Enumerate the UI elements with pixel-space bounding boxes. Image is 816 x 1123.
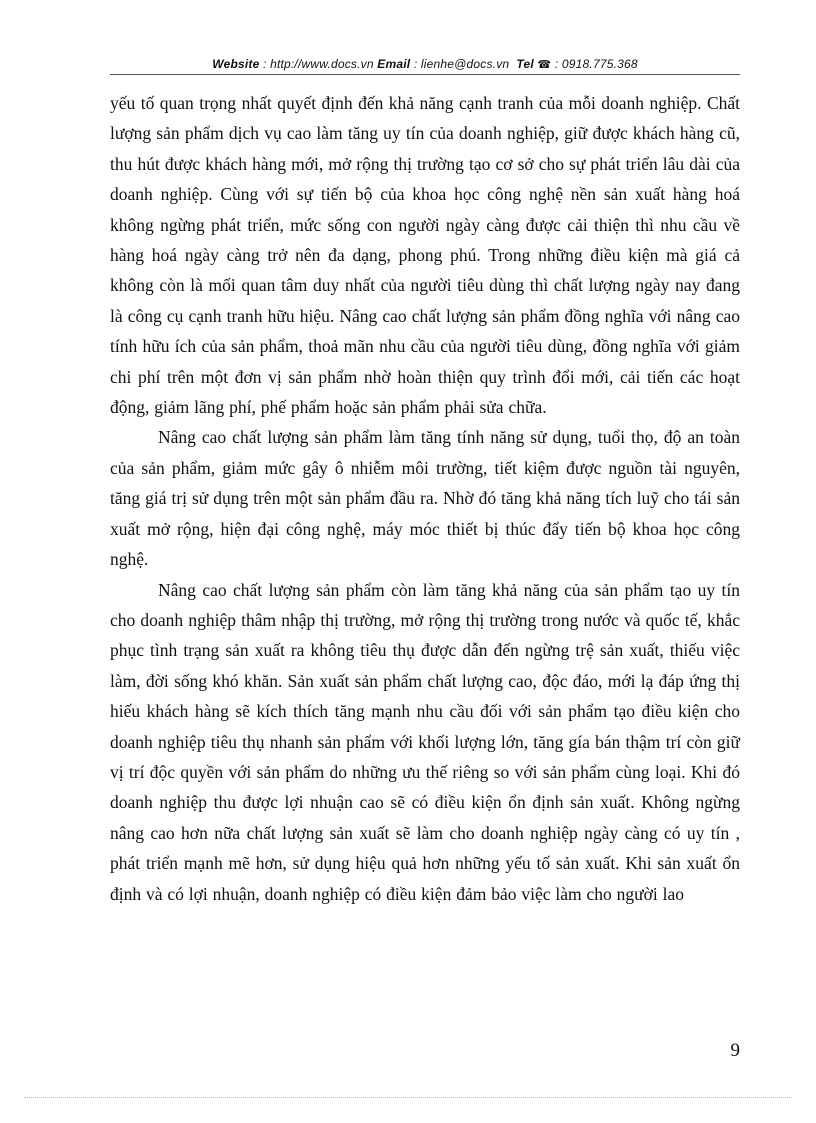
website-separator: : xyxy=(259,57,271,71)
email-address-link[interactable]: lienhe@docs.vn xyxy=(420,57,510,71)
page-header xyxy=(110,57,740,71)
tel-label: Tel xyxy=(516,57,534,71)
website-url-link[interactable]: http://www.docs.vn xyxy=(270,57,374,71)
email-label: Email xyxy=(377,57,411,71)
email-separator: : xyxy=(410,57,421,71)
tel-number: : 0918.775.368 xyxy=(554,57,638,71)
body-paragraph-1: yếu tố quan trọng nhất quyết định đến khả năng cạnh tranh của mỗi doanh nghiệp. Chất lượng sản phẩm dịch vụ cao làm tăng uy tín của doanh nghiệp, giữ được khách hàng cũ, thu hút được khách hàng mới, mở rộng thị trường tạo cơ sở cho sự phát triển lâu dài của doanh nghiệp. Cùng với sự tiến bộ của khoa học công nghệ nền sản xuất hàng hoá không ngừng phát triển, mức sống con người ngày càng được cải thiện thì nhu cầu về hàng hoá ngày càng trở nên đa dạng, phong phú. Trong những điều kiện mà giá cả không còn là mối quan tâm duy nhất của người tiêu dùng thì chất lượng ngày nay đang là công cụ cạnh tranh hữu hiệu. Nâng cao chất lượng sản phẩm đồng nghĩa với nâng cao tính hữu ích của sản phẩm, thoả mãn nhu cầu của người tiêu dùng, đồng nghĩa với giảm chi phí trên một đơn vị sản phẩm nhờ hoàn thiện quy trình đổi mới, cải tiến các hoạt động, giảm lãng phí, phế phẩm hoặc sản phẩm phải sửa chữa. xyxy=(110,93,740,418)
phone-icon: ☎ xyxy=(537,59,552,71)
body-paragraph-2: Nâng cao chất lượng sản phẩm làm tăng tính năng sử dụng, tuổi thọ, độ an toàn của sản phẩm, giảm mức gây ô nhiễm môi trường, tiết kiệm được nguồn tài nguyên, tăng giá trị sử dụng trên một sản phẩm đầu ra. Nhờ đó tăng khả năng tích luỹ cho tái sản xuất mở rộng, hiện đại công nghệ, máy móc thiết bị thúc đẩy tiến bộ khoa học công nghệ. xyxy=(110,427,740,570)
header-divider xyxy=(110,74,740,75)
page-bottom-edge xyxy=(24,1097,792,1098)
body-paragraph-3: Nâng cao chất lượng sản phẩm còn làm tăng khả năng của sản phẩm tạo uy tín cho doanh nghiệp thâm nhập thị trường, mở rộng thị trường trong nước và quốc tế, khắc phục tình trạng sản xuất ra không tiêu thụ được dẫn đến ngừng trệ sản xuất, thiếu việc làm, đời sống khó khăn. Sản xuất sản phẩm chất lượng cao, độc đáo, mới lạ đáp ứng thị hiếu khách hàng sẽ kích thích tăng mạnh nhu cầu đối với sản phẩm tạo điều kiện cho doanh nghiệp tiêu thụ nhanh sản phẩm với khối lượng lớn, tăng gía bán thậm trí còn giữ vị trí độc quyền với sản phẩm do những ưu thế riêng so với sản phẩm cùng loại. Khi đó doanh nghiệp thu được lợi nhuận cao sẽ có điều kiện ổn định sản xuất. Không ngừng nâng cao hơn nữa chất lượng sản xuất sẽ làm cho doanh nghiệp ngày càng có uy tín , phát triển mạnh mẽ hơn, sử dụng hiệu quả hơn những yếu tố sản xuất. Khi sản xuất ổn định và có lợi nhuận, doanh nghiệp có điều kiện đảm bảo việc làm cho người lao xyxy=(110,579,740,904)
page-number: 9 xyxy=(730,1040,740,1061)
website-label: Website xyxy=(212,57,260,71)
document-body xyxy=(110,88,740,909)
